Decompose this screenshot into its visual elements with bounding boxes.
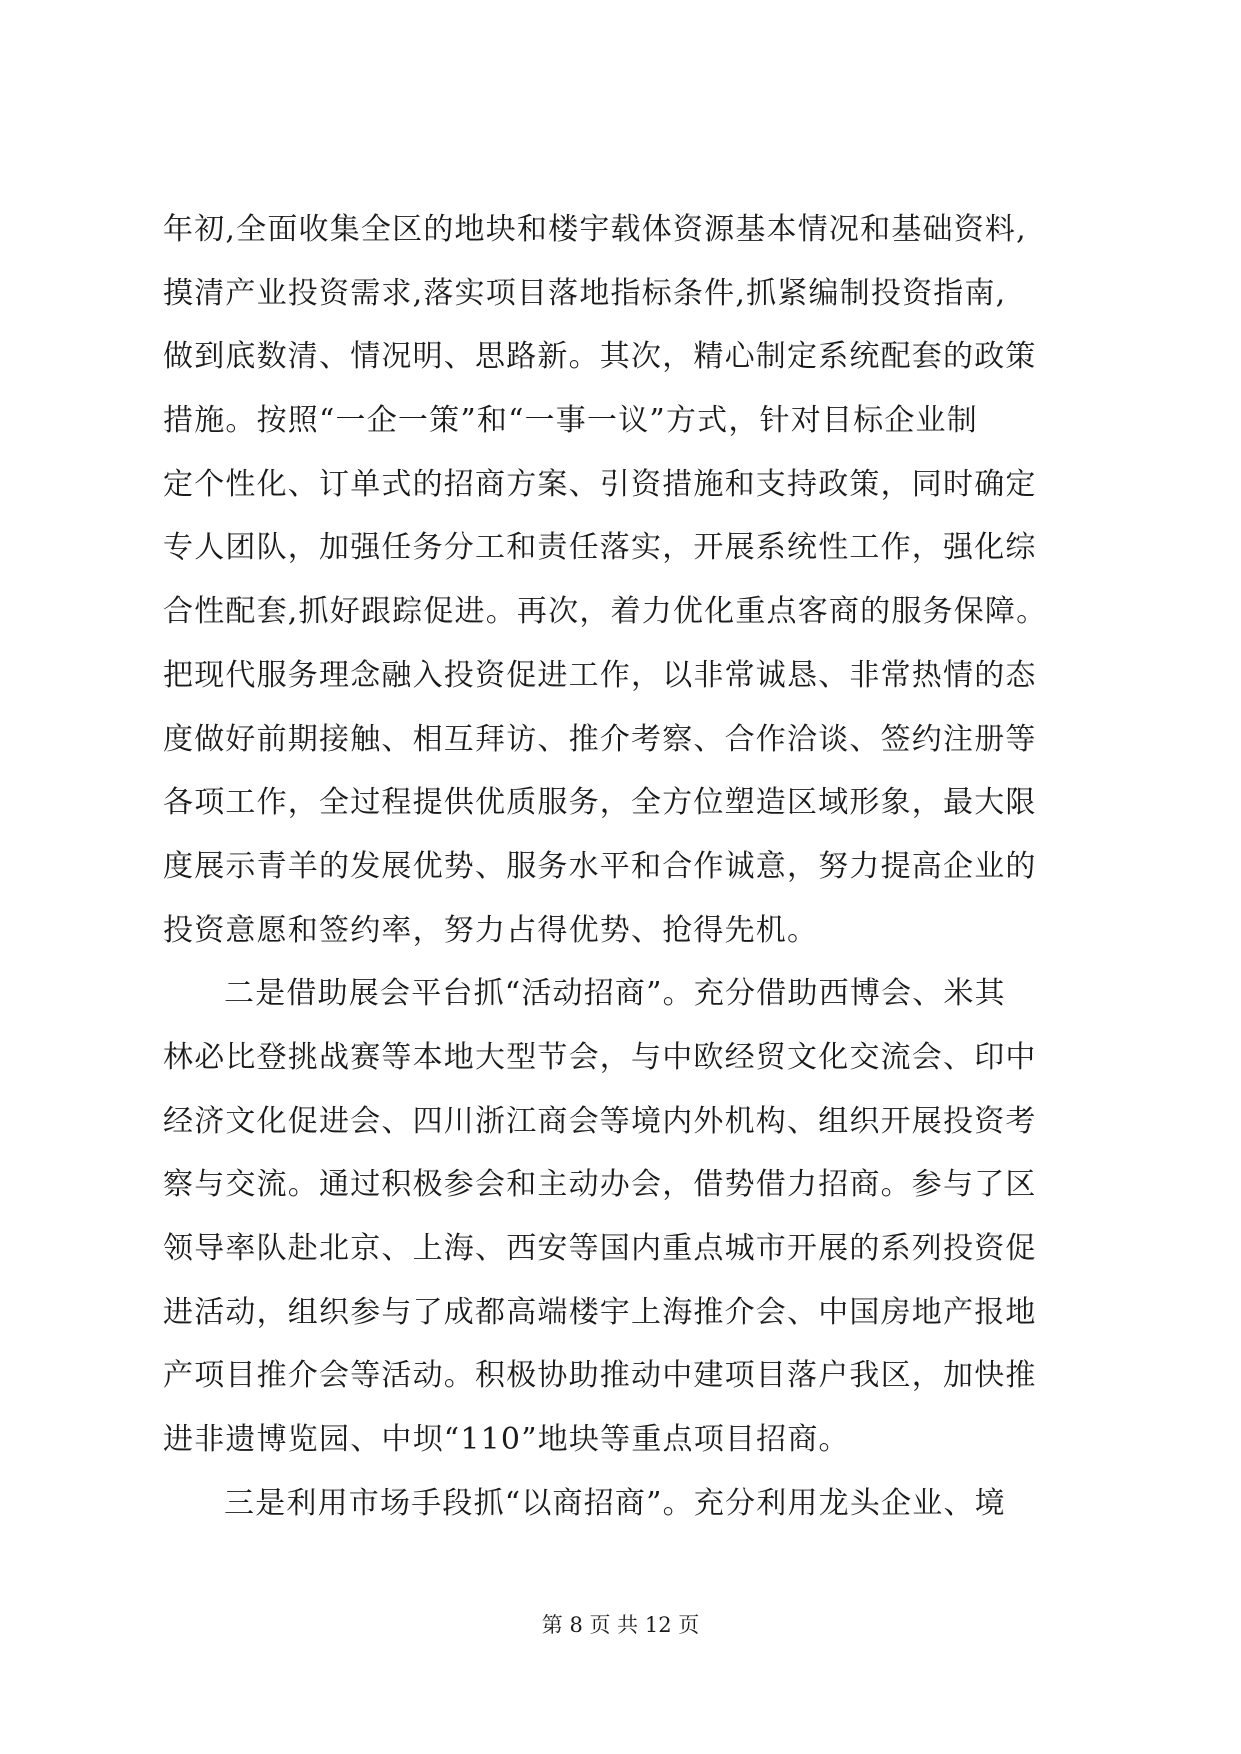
text-line: 专人团队，加强任务分工和责任落实，开展系统性工作，强化综 [163,530,1037,566]
text-line: 措施。按照“一企一策”和“一事一议”方式，针对目标企业制 [163,403,978,439]
text-line: 投资意愿和签约率，努力占得优势、抢得先机。 [163,912,819,948]
text-line: 经济文化促进会、四川浙江商会等境内外机构、组织开展投资考 [163,1103,1037,1139]
text-line: 进非遗博览园、中坝“110”地块等重点项目招商。 [163,1422,850,1458]
text-line: 三是利用市场手段抓“以商招商”。充分利用龙头企业、境 [224,1485,1006,1521]
text-line: 摸清产业投资需求,落实项目落地指标条件,抓紧编制投资指南, [163,275,1007,311]
text-line: 产项目推介会等活动。积极协助推动中建项目落户我区，加快推 [163,1358,1037,1394]
body-text [163,198,1093,1535]
text-line: 定个性化、订单式的招商方案、引资措施和支持政策，同时确定 [163,466,1037,502]
text-line: 把现代服务理念融入投资促进工作，以非常诚恳、非常热情的态 [163,657,1037,693]
page-footer: 第 8 页 共 12 页 [541,1613,700,1637]
text-line: 林必比登挑战赛等本地大型节会，与中欧经贸文化交流会、印中 [163,1039,1037,1075]
text-line: 领导率队赴北京、上海、西安等国内重点城市开展的系列投资促 [163,1231,1037,1266]
text-line: 度展示青羊的发展优势、服务水平和合作诚意，努力提高企业的 [163,848,1037,884]
text-line: 二是借助展会平台抓“活动招商”。充分借助西博会、米其 [224,976,1006,1012]
text-line: 年初,全面收集全区的地块和楼宇载体资源基本情况和基础资料, [163,212,1027,247]
text-line: 进活动，组织参与了成都高端楼宇上海推介会、中国房地产报地 [163,1294,1037,1330]
text-line: 各项工作，全过程提供优质服务，全方位塑造区域形象，最大限 [163,785,1037,821]
text-line: 合性配套,抓好跟踪促进。再次，着力优化重点客商的服务保障。 [163,594,1048,630]
text-line: 度做好前期接触、相互拜访、推介考察、合作洽谈、签约注册等 [163,721,1037,757]
text-line: 察与交流。通过积极参会和主动办会，借势借力招商。参与了区 [163,1167,1037,1203]
text-line: 做到底数清、情况明、思路新。其次，精心制定系统配套的政策 [163,339,1037,375]
